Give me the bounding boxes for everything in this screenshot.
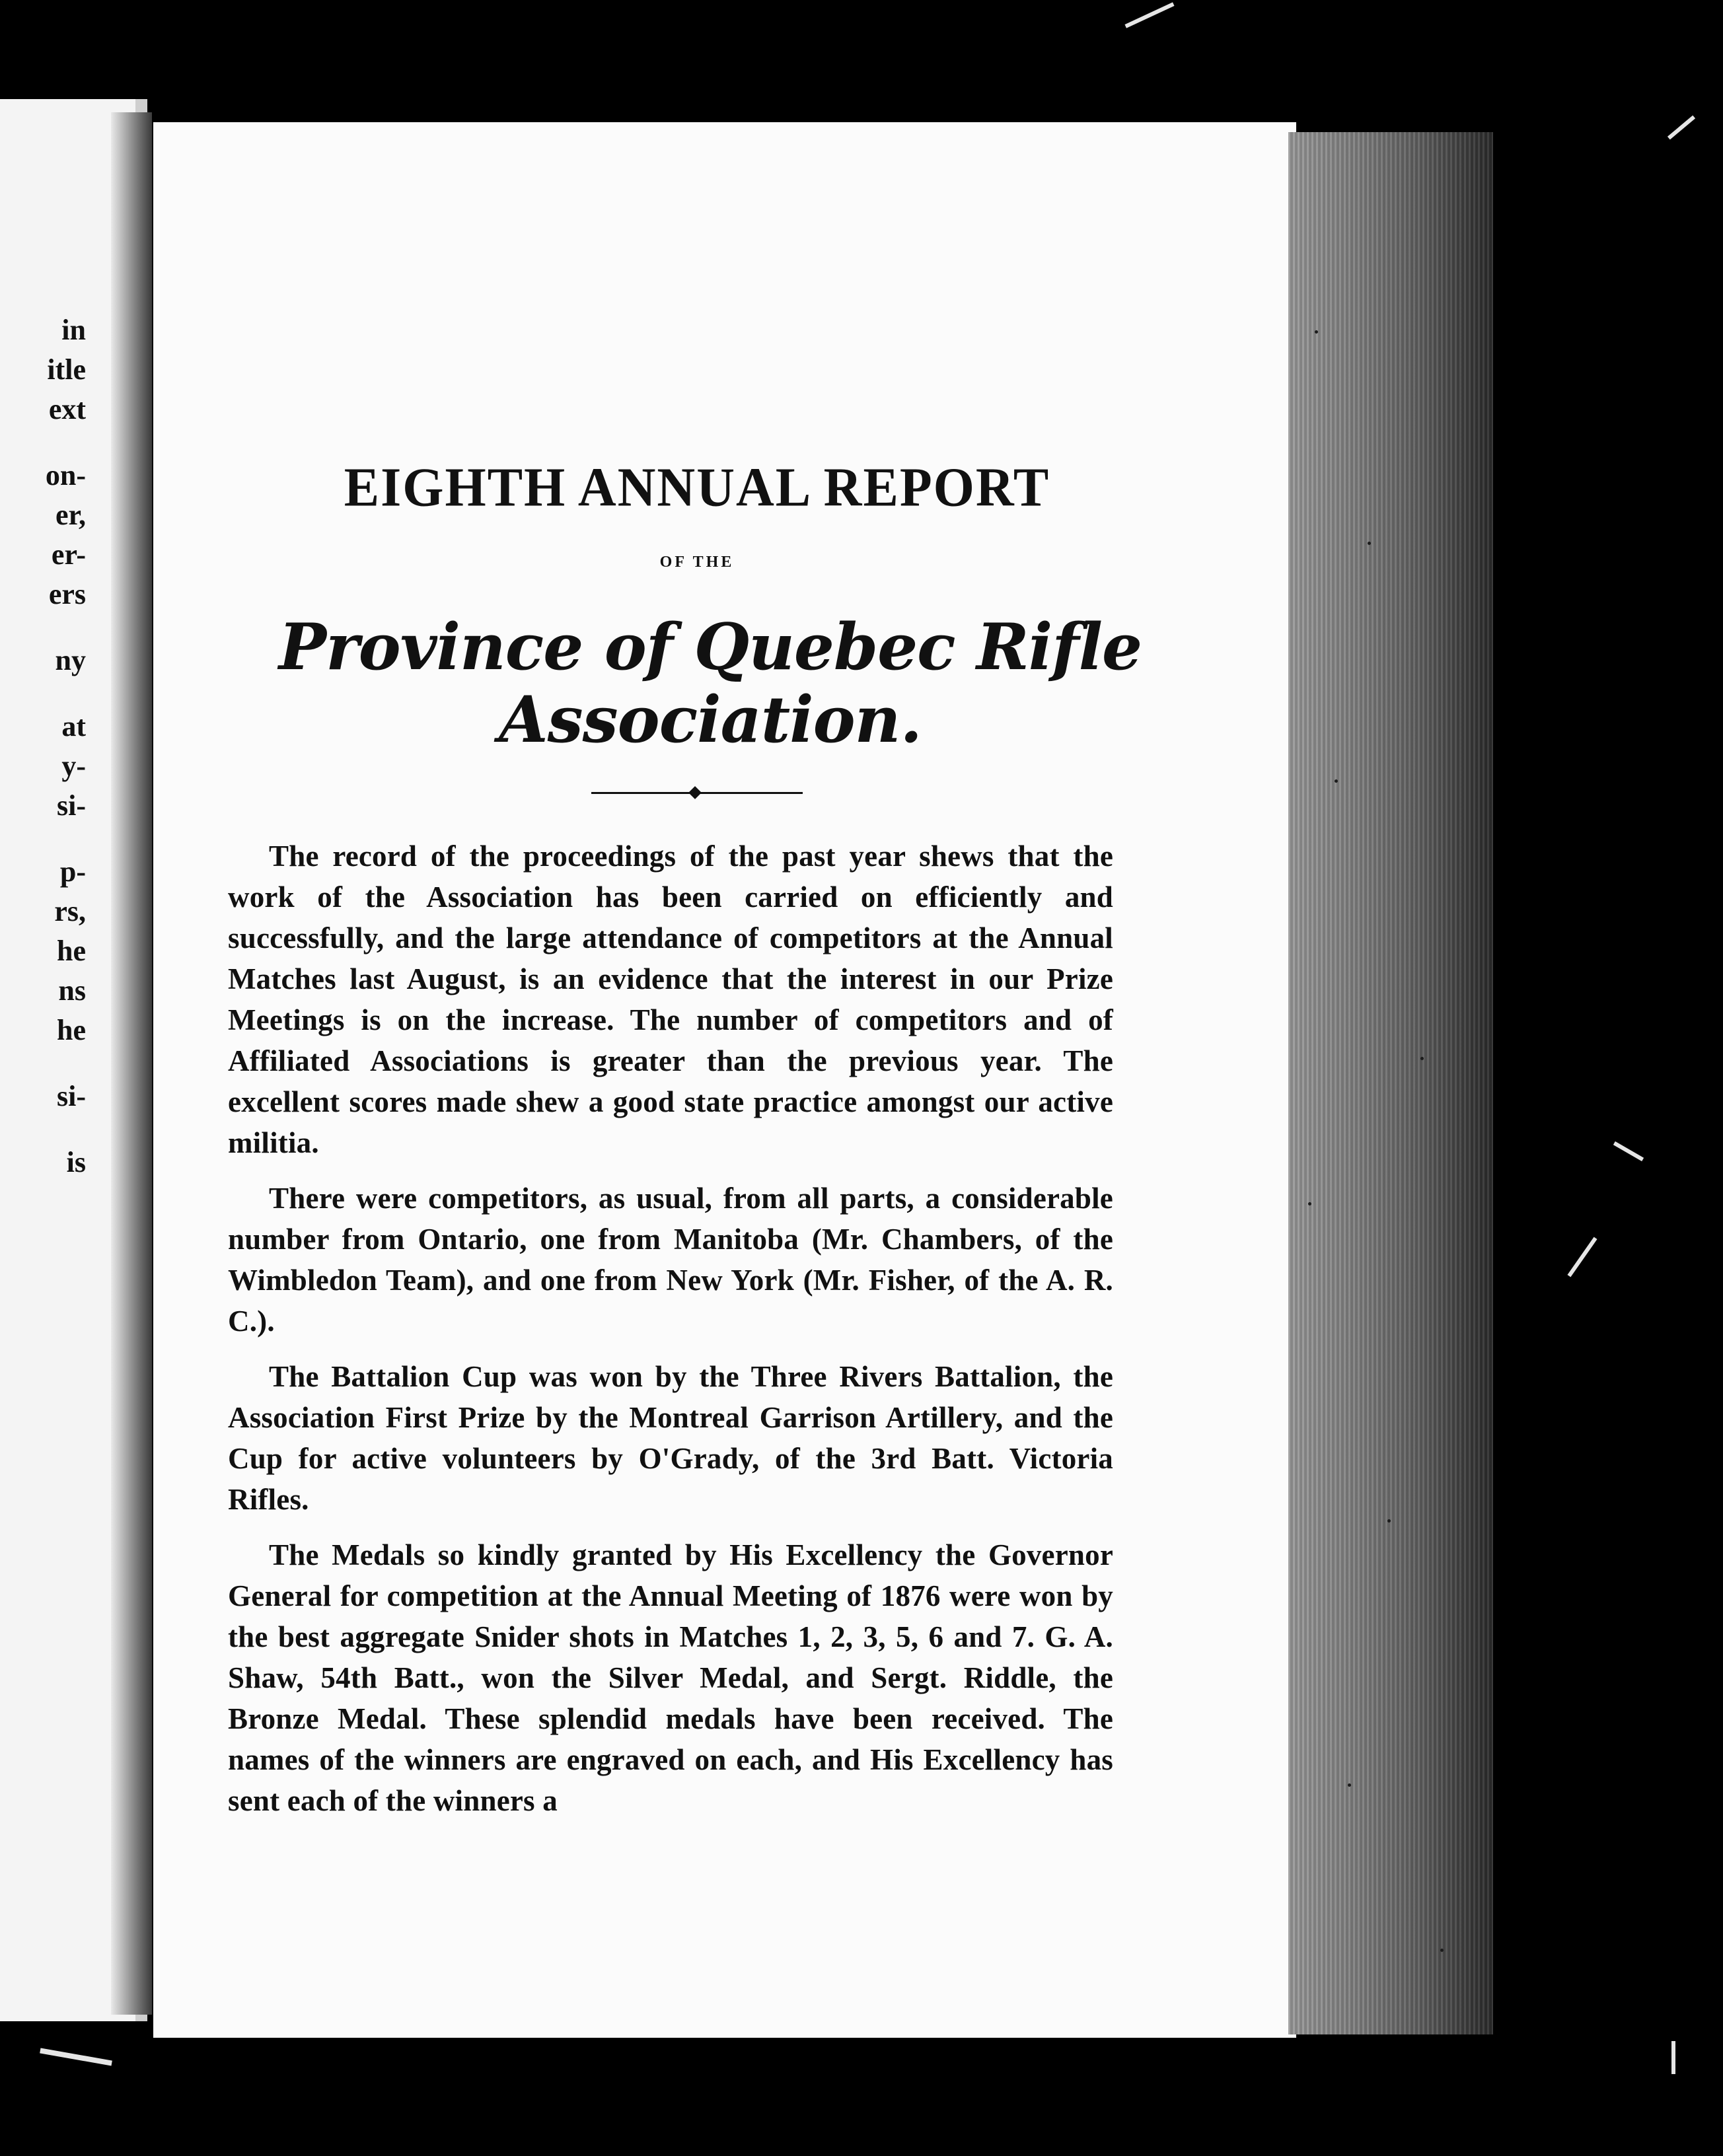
scan-debris <box>1613 1141 1644 1161</box>
left-fragment: on- <box>45 459 86 491</box>
left-fragment: is <box>66 1146 86 1178</box>
paragraph: There were competitors, as usual, from all parts, a considerable number from Ontario, one from Manitoba (Mr. Chambers, of the Wimbledon Team), and one from New York (Mr. Fisher, of the A. R. C.). <box>228 1182 1113 1338</box>
scan-debris <box>1668 116 1695 140</box>
left-fragment: er- <box>51 538 86 571</box>
scan-debris <box>1671 2041 1675 2074</box>
page-block-edge <box>1288 132 1493 2034</box>
scan-debris <box>1567 1237 1597 1277</box>
left-fragment: ers <box>48 578 86 610</box>
left-fragment: si- <box>57 1080 86 1112</box>
left-fragment: rs, <box>54 895 86 927</box>
left-fragment: ext <box>48 393 86 425</box>
of-the-label: OF THE <box>659 554 735 571</box>
left-fragment: ns <box>58 974 86 1007</box>
left-fragment: in <box>61 314 86 346</box>
left-fragment: ny <box>55 644 86 676</box>
scan-debris <box>40 2048 112 2066</box>
page-content <box>228 456 1142 1836</box>
book-gutter <box>111 112 152 2015</box>
left-fragment: si- <box>57 789 86 822</box>
left-fragment: he <box>57 1014 86 1046</box>
paragraph: The Battalion Cup was won by the Three Rivers Battalion, the Association First Prize by the Montreal Garrison Artillery, and the Cup for active volunteers by O'Grady, of the 3rd Batt. Victoria Rifles. <box>228 1360 1113 1516</box>
association-name: Province of Quebec Rifle Association. <box>278 610 1142 757</box>
left-fragment: itle <box>47 353 86 386</box>
paragraph: The record of the proceedings of the past year shews that the work of the Association has been carried on efficiently and successfully, and the large attendance of competitors at the Annual Matches last August, is an evidence that the interest in our Prize Meetings is on the increase. The number of competitors and of Affiliated Associations is greater than the previous year. The excellent scores made shew a good state practice amongst our active militia. <box>228 840 1113 1159</box>
left-fragment: er, <box>55 499 86 531</box>
left-fragment: p- <box>59 855 86 888</box>
report-body <box>228 836 1113 1821</box>
report-title: EIGHTH ANNUAL REPORT <box>344 456 1050 519</box>
ornamental-rule <box>591 789 803 796</box>
scan-debris <box>1124 2 1174 28</box>
left-fragment: at <box>61 710 86 742</box>
left-fragment: he <box>57 935 86 967</box>
paragraph: The Medals so kindly granted by His Excellency the Governor General for competition at the Annual Meeting of 1876 were won by the best aggregate Snider shots in Matches 1, 2, 3, 5, 6 and 7. G. A. Shaw, 54th Batt., won the Silver Medal, and Sergt. Riddle, the Bronze Medal. These splendid medals have been received. The names of the winners are engraved on each, and His Excellency has sent each of the winners a <box>228 1538 1113 1817</box>
left-fragment: y- <box>61 750 86 782</box>
left-page-text-fragments <box>0 310 86 1182</box>
